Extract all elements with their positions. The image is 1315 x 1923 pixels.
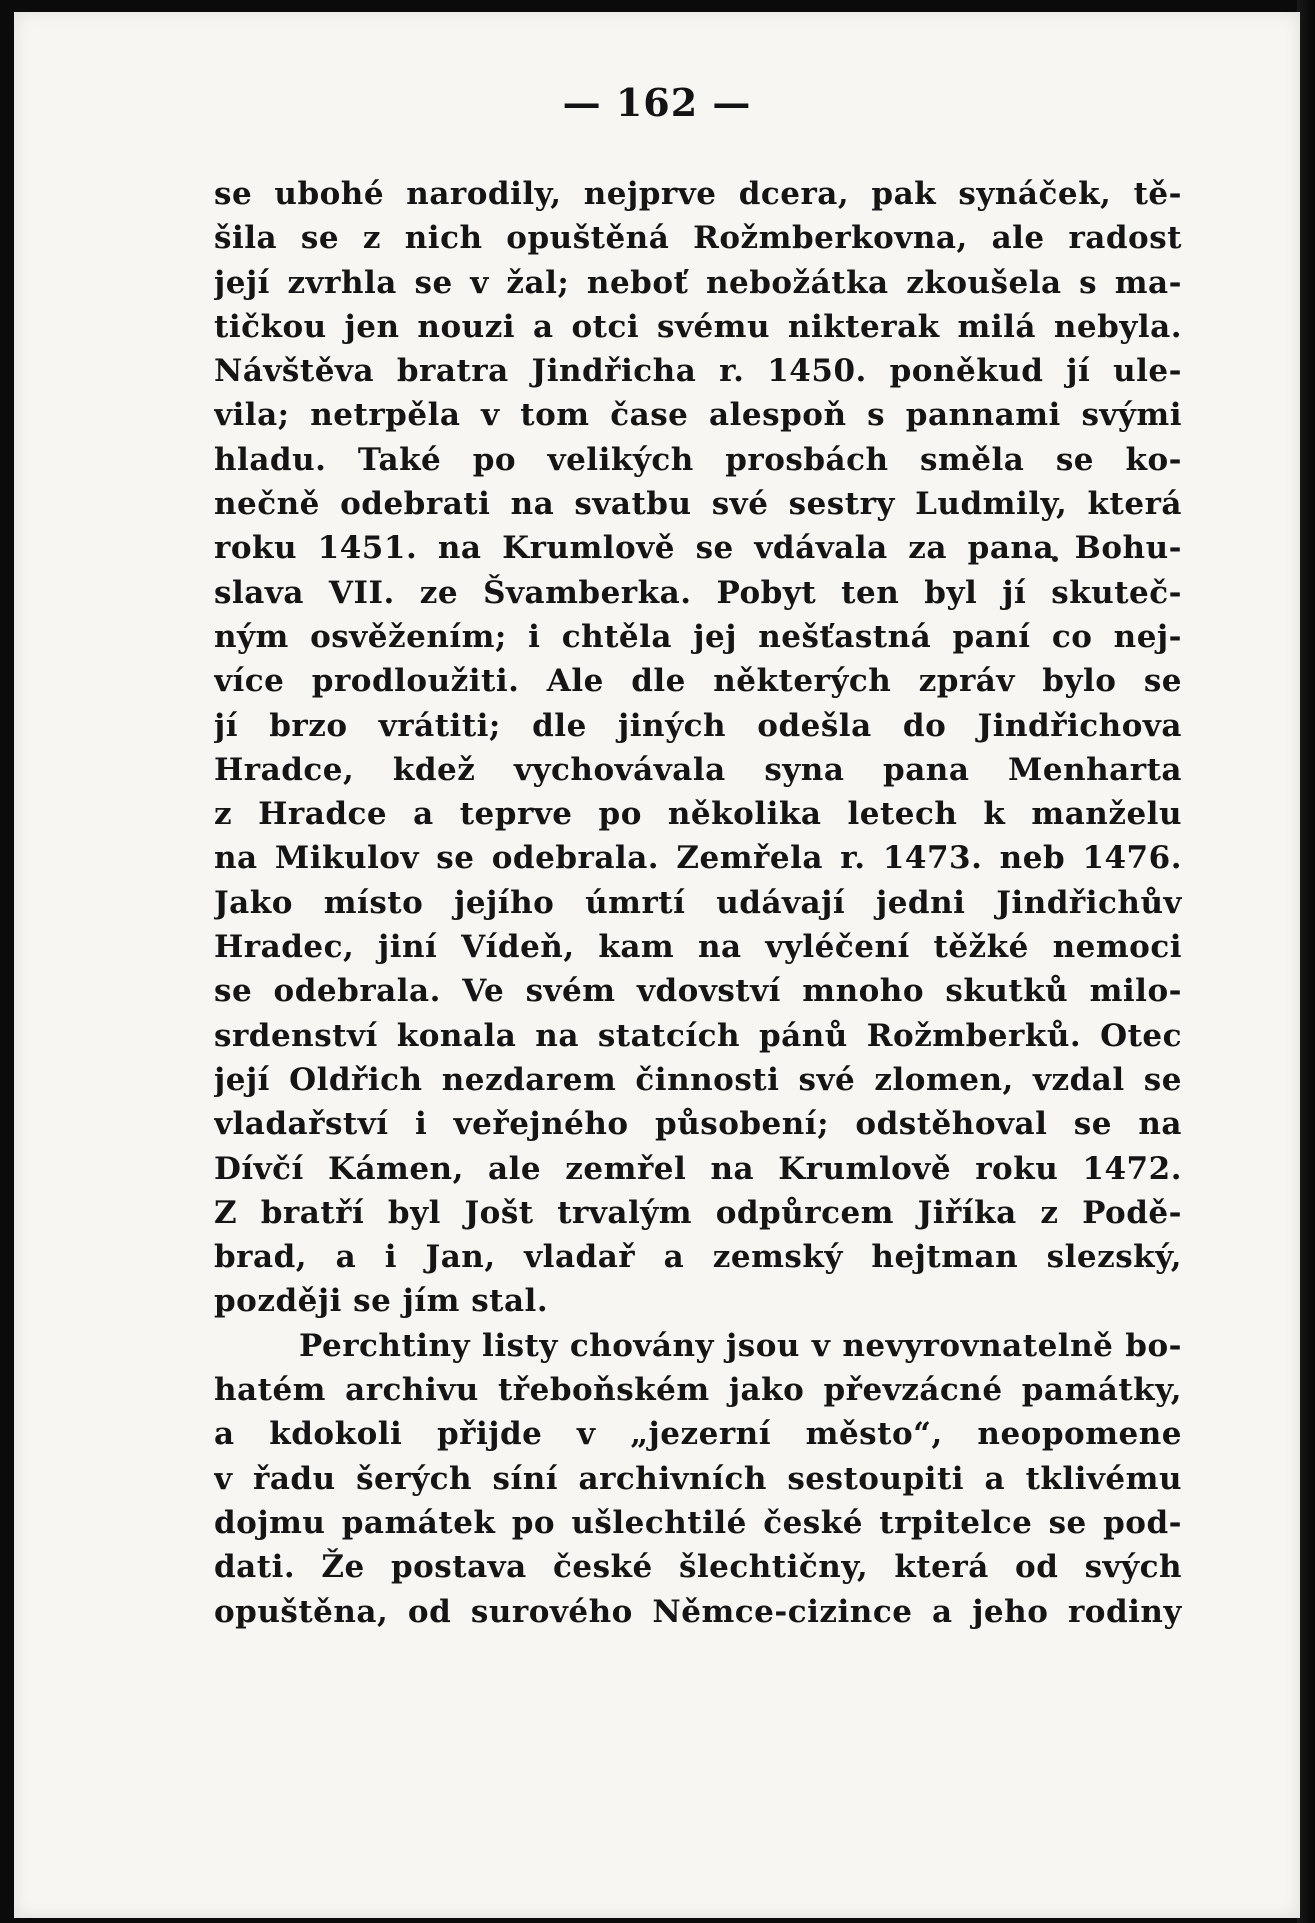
text-line: vila; netrpěla v tom čase alespoň s pannami svými — [214, 397, 1182, 434]
text-line: vladařství i veřejného působení; odstěhoval se na — [214, 1106, 1182, 1143]
page-number: — 162 — — [562, 80, 752, 125]
text-line: nečně odebrati na svatbu své sestry Ludmily, která — [214, 486, 1182, 523]
text-line: opuštěna, od surového Němce-cizince a jeho rodiny — [214, 1593, 1182, 1630]
text-line: později se jím stal. — [214, 1283, 549, 1320]
text-line: se odebrala. Ve svém vdovství mnoho skutků milo- — [214, 973, 1182, 1010]
text-line: Dívčí Kámen, ale zemřel na Krumlově roku 1472. — [214, 1150, 1182, 1187]
text-line: hatém archivu třeboňském jako převzácné památky, — [214, 1372, 1182, 1409]
text-line: dojmu památek po ušlechtilé české trpitelce se pod- — [214, 1504, 1182, 1541]
text-line: Perchtiny listy chovány jsou v nevyrovnatelně bo- — [299, 1327, 1182, 1364]
text-line: brad, a i Jan, vladař a zemský hejtman slezský, — [214, 1239, 1182, 1276]
paragraph-2 — [214, 1324, 1182, 1634]
page-text — [214, 172, 1182, 1634]
text-line: Hradce, kdež vychovávala syna pana Menharta — [214, 751, 1182, 788]
text-line: ným osvěžením; i chtěla jej nešťastná paní co nej- — [214, 618, 1182, 655]
text-line: šila se z nich opuštěná Rožmberkovna, ale radost — [214, 220, 1182, 257]
text-line: hladu. Také po velikých prosbách směla se ko- — [214, 441, 1182, 478]
text-line: její zvrhla se v žal; neboť nebožátka zkoušela s ma- — [214, 264, 1182, 301]
text-line: více prodloužiti. Ale dle některých zpráv bylo se — [214, 663, 1182, 700]
text-line: jí brzo vrátiti; dle jiných odešla do Jindřichova — [214, 707, 1182, 744]
text-line: slava VII. ze Švamberka. Pobyt ten byl jí skuteč- — [214, 574, 1182, 611]
text-line: Z bratří byl Jošt trvalým odpůrcem Jiříka z Podě- — [214, 1194, 1182, 1231]
text-line: v řadu šerých síní archivních sestoupiti a tklivému — [214, 1460, 1182, 1497]
text-line: dati. Že postava české šlechtičny, která od svých — [214, 1549, 1182, 1586]
text-line: se ubohé narodily, nejprve dcera, pak synáček, tě- — [214, 176, 1182, 212]
text-line: z Hradce a teprve po několika letech k manželu — [214, 796, 1182, 833]
text-line: a kdokoli přijde v „jezerní město“, neopomene — [214, 1416, 1182, 1453]
text-line: tičkou jen nouzi a otci svému nikterak milá nebyla. — [214, 308, 1182, 345]
book-page — [14, 12, 1300, 1918]
text-line: Návštěva bratra Jindřicha r. 1450. poněkud jí ule- — [214, 353, 1182, 390]
text-line: roku 1451. na Krumlově se vdávala za pana Bohu- — [214, 530, 1182, 567]
paragraph-1 — [214, 172, 1182, 1324]
text-line: Jako místo jejího úmrtí udávají jedni Jindřichův — [214, 884, 1182, 921]
text-line: její Oldřich nezdarem činnosti své zlomen, vzdal se — [214, 1061, 1182, 1098]
text-line: Hradec, jiní Vídeň, kam na vyléčení těžké nemoci — [214, 929, 1182, 966]
text-line: na Mikulov se odebrala. Zemřela r. 1473. neb 1476. — [214, 840, 1182, 877]
text-line: srdenství konala na statcích pánů Rožmberků. Otec — [214, 1017, 1182, 1054]
